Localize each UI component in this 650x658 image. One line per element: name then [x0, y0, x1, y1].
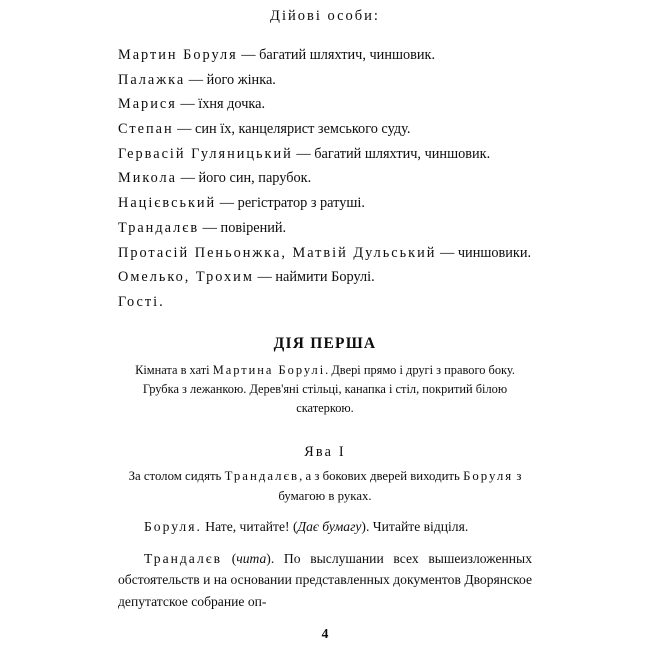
dialogue-paren-a: (: [222, 550, 237, 566]
cast-desc: — повірений.: [199, 219, 287, 236]
act-stage-direction: [120, 361, 530, 418]
cast-name: Трандалєв: [118, 219, 200, 236]
list-item: [118, 267, 532, 289]
list-item: [118, 292, 532, 314]
list-item: [118, 218, 532, 240]
scene-note-part-a: За столом сидять: [128, 469, 225, 484]
cast-desc: — регістратор з ратуші.: [216, 195, 365, 212]
book-page: [0, 8, 650, 658]
dialogue-line: [118, 548, 532, 613]
cast-name: Гості.: [118, 293, 165, 310]
cast-name: Протасій Пеньонжка, Матвій Дульський: [118, 244, 437, 261]
scene-note-character-2: Боруля: [463, 469, 514, 484]
scene-heading: Ява I: [304, 444, 346, 461]
list-item: [118, 144, 532, 166]
cast-desc: — його жінка.: [185, 71, 276, 88]
cast-desc: — чиншовики.: [436, 244, 532, 261]
list-item: [118, 243, 532, 265]
cast-desc: — багатий шляхтич, чиншовик.: [237, 47, 436, 63]
dialogue-line: [118, 516, 532, 538]
cast-name: Мартин Боруля: [118, 47, 238, 63]
cast-name: Марися: [118, 96, 177, 113]
act-heading: ДІЯ ПЕРША: [273, 335, 377, 353]
dialogue-stage-direction: Дає бумагу: [297, 519, 362, 535]
cast-name: Гервасій Гуляницький: [118, 145, 293, 162]
cast-desc: — син їх, канцелярист земського суду.: [173, 121, 411, 138]
list-item: [118, 70, 532, 92]
list-item: [118, 168, 532, 190]
list-item: [118, 45, 532, 67]
cast-name: Націєвський: [118, 195, 217, 212]
cast-desc: — їхня дочка.: [176, 96, 266, 113]
cast-name: Микола: [118, 170, 178, 187]
cast-list: [118, 45, 532, 313]
cast-desc: — багатий шляхтич, чиншовик.: [292, 145, 491, 162]
dramatis-personae-title: Дійові особи:: [270, 8, 380, 24]
list-item: [118, 193, 532, 215]
stage-note-part-b: . Двері прямо і другі з правого боку. Грубка з лежанкою. Дерев'яні стільці, канапка і стіл, покритий білою скатеркою.: [142, 363, 515, 416]
stage-note-character: Мартина Борулі: [212, 363, 326, 378]
page-number: 4: [321, 626, 329, 641]
cast-desc: — наймити Борулі.: [253, 269, 375, 286]
dialogue-stage-direction: чита: [236, 550, 267, 566]
scene-note-part-c: з бумагою в руках.: [278, 469, 522, 503]
scene-note-character-1: Трандалєв: [224, 469, 300, 484]
cast-name: Степан: [118, 121, 174, 138]
stage-note-part-a: Кімната в хаті: [135, 363, 213, 378]
cast-name: Омелько, Трохим: [118, 269, 254, 286]
dialogue-text-a: Нате, читайте! (: [201, 519, 298, 535]
list-item: [118, 94, 532, 116]
dialogue-text: По выслушании всех вышеизложенных обстоятельств и на основании представленных документов Дворянское депутатское собрание оп-: [118, 550, 532, 609]
scene-stage-direction: [118, 467, 532, 506]
cast-desc: — його син, парубок.: [177, 170, 312, 187]
speaker-name: Боруля.: [144, 519, 202, 535]
dialogue-paren-b: ).: [266, 550, 275, 566]
cast-name: Палажка: [118, 71, 186, 88]
speaker-name: Трандалєв: [144, 550, 222, 566]
dialogue-text-b: ). Читайте відціля.: [361, 519, 469, 535]
list-item: [118, 119, 532, 141]
scene-note-part-b: , а з бокових дверей виходить: [299, 469, 464, 484]
